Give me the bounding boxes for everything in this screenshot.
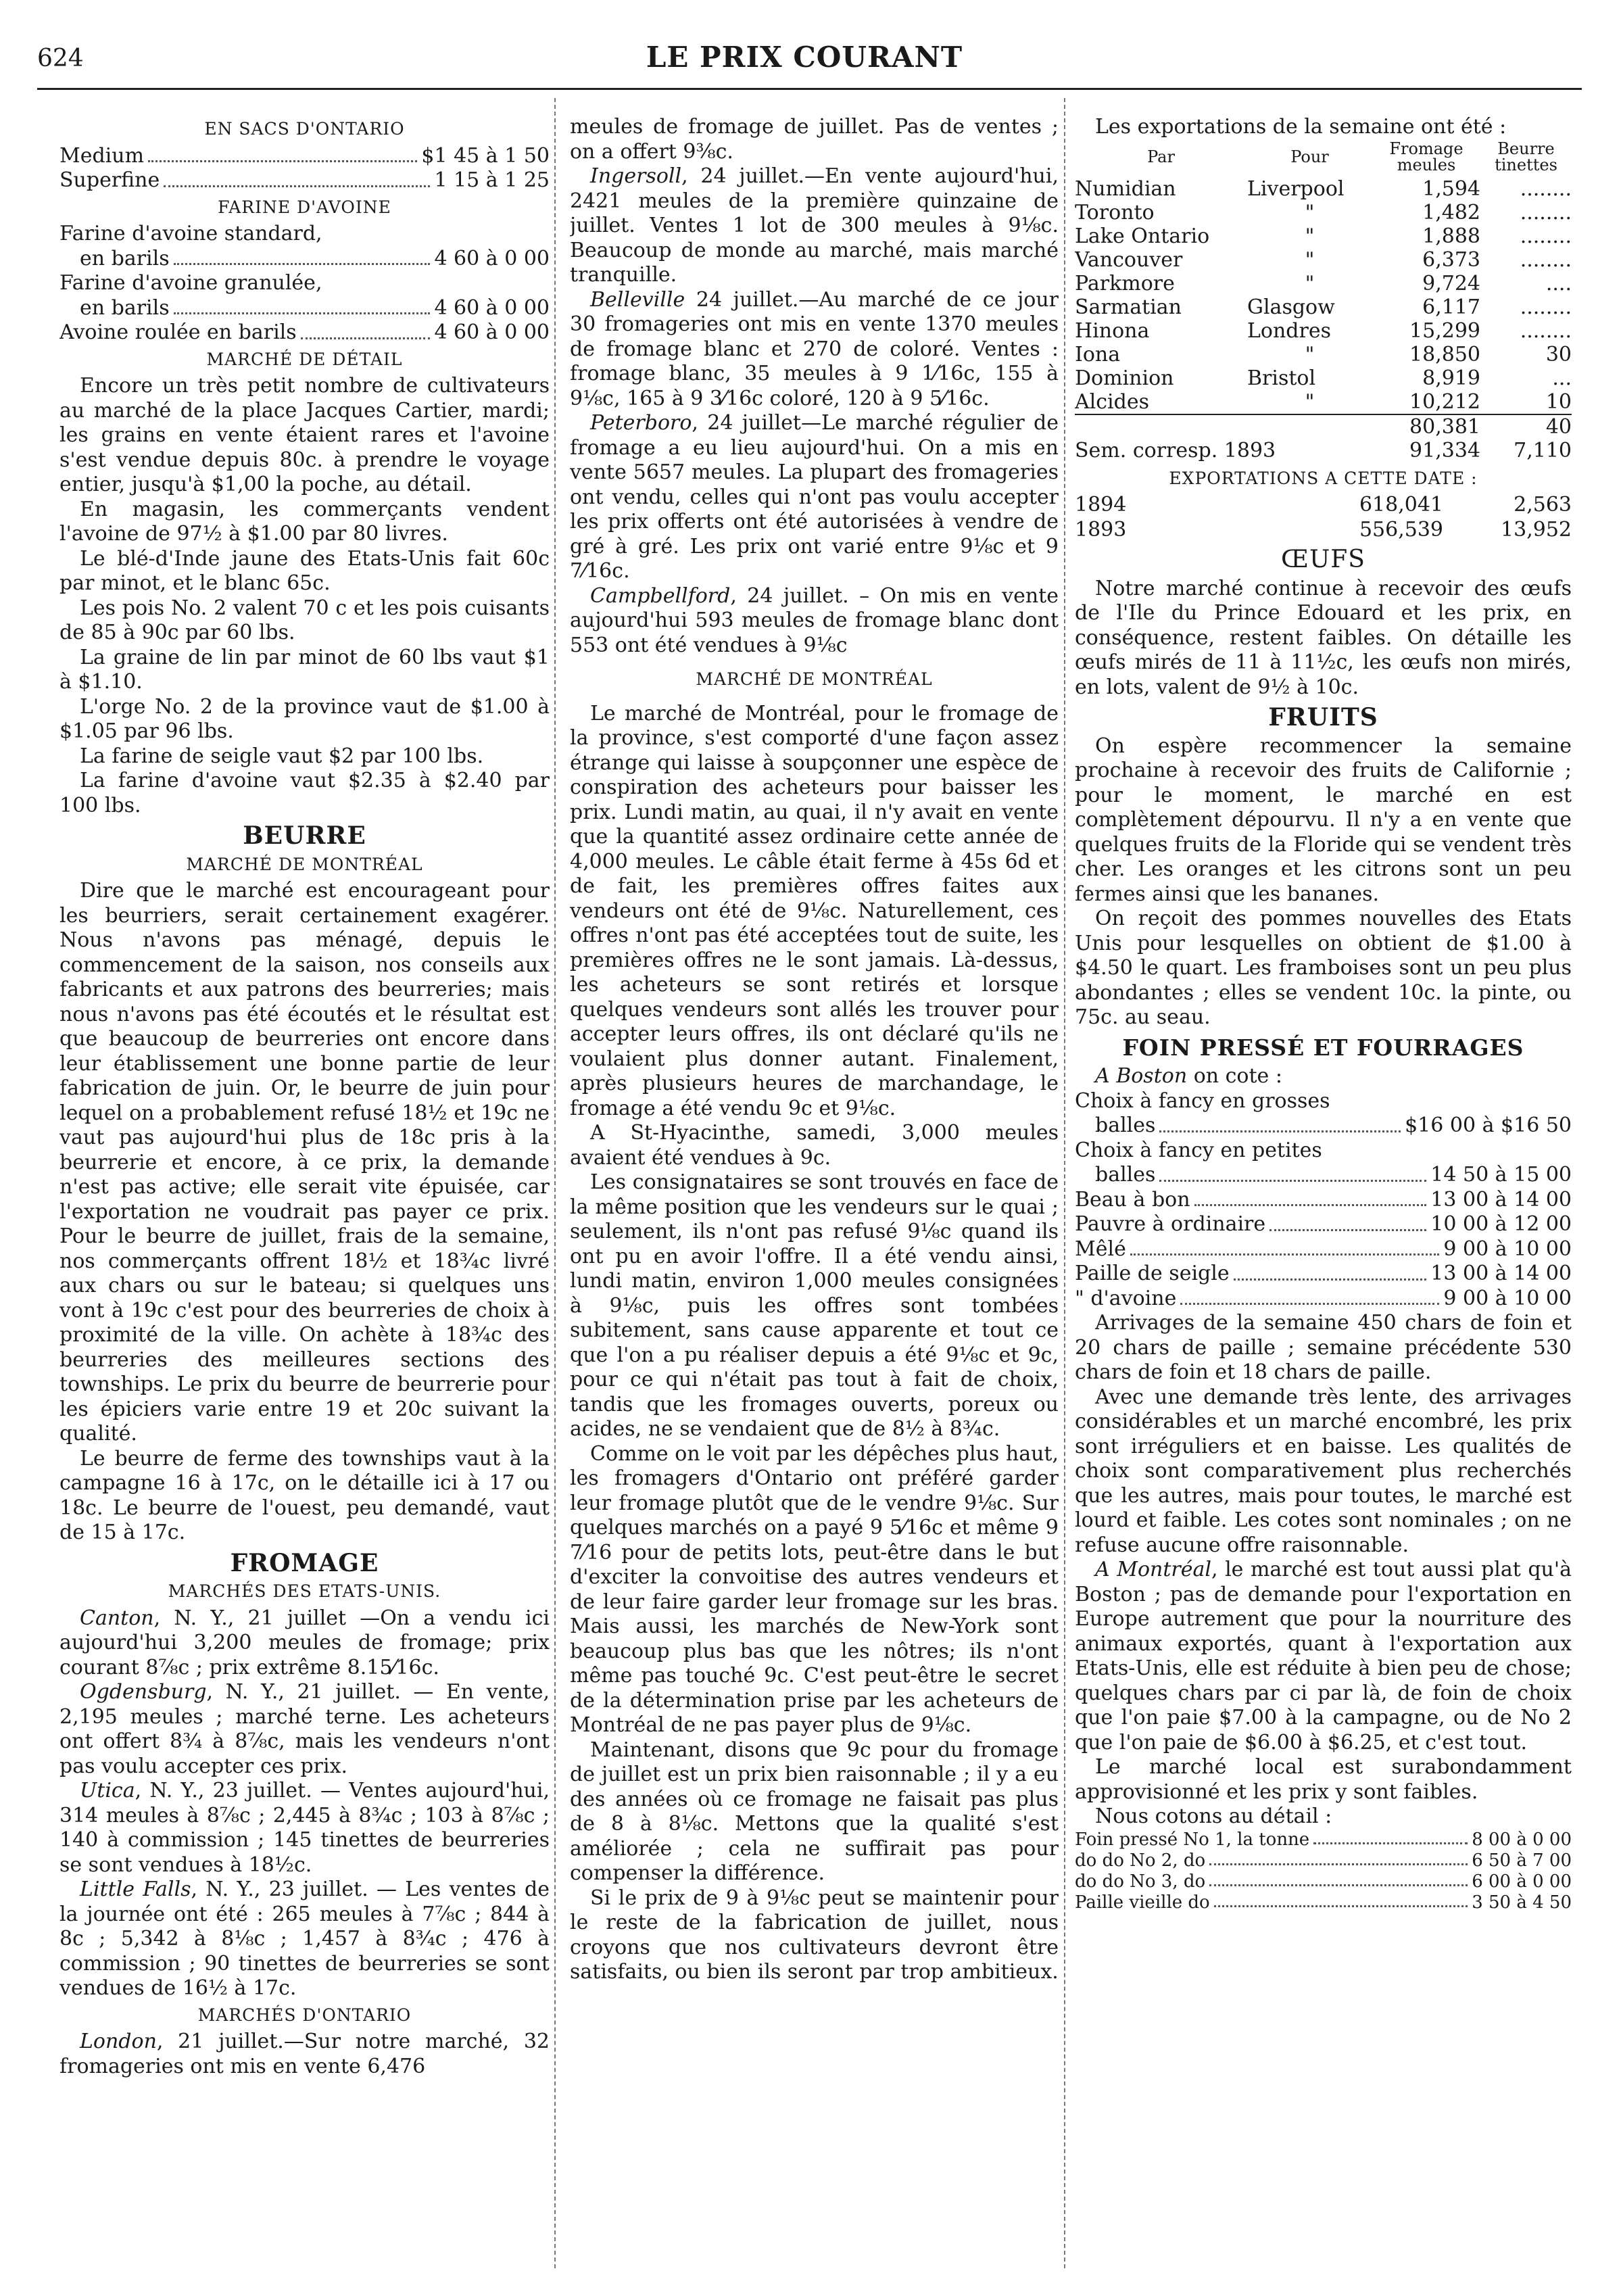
price-label-farine-standard: Farine d'avoine standard,: [59, 222, 322, 245]
table-row: Toronto " 1,482 ........: [1075, 200, 1572, 224]
page-number: 624: [37, 45, 84, 72]
year-row-1894: 1894 618,041 2,563: [1075, 493, 1572, 517]
table-row: Dominion Bristol 8,919 ...: [1075, 366, 1572, 390]
price-line: Pauvre à ordinaire 10 00 à 12 00: [1075, 1212, 1572, 1236]
price-line-avoine-roulee: Avoine roulée en barils 4 60 à 0 00: [59, 320, 550, 344]
price-line-farine-standard: en barils 4 60 à 0 00: [80, 246, 550, 270]
paragraph: En magasin, les commerçants vendent l'avoine de 97½ à $1.00 par 80 livres.: [59, 497, 550, 546]
paragraph-canton: Canton, N. Y., 21 juillet —On a vendu ici aujourd'hui 3,200 meules de fromage; prix courant 8⅞c ; prix extrême 8.15⁄16c.: [59, 1606, 550, 1679]
heading-sacs-ontario: EN SACS D'ONTARIO: [204, 119, 405, 139]
paragraph: Les consignataires se sont trouvés en face de la même position que les vendeurs sur le quai ; seulement, ils n'ont pas refusé 9⅛c quand ils ont pu en avoir l'offre. Il a été vendu ainsi, lundi matin, environ 1,000 meules consignées à 9⅛c, puis les offres sont tombées subitement, sans cause apparente et tout ce que l'on a pu réaliser depuis a été 9⅛c et 9c, pour ce qui n'était pas tout à fait de choix, tandis que les fromages ouverts, poreux ou acides, ne se vendaient que de 8½ à 8¾c.: [570, 1170, 1059, 1441]
paragraph-campbellford: Campbellford, 24 juillet. – On mis en vente aujourd'hui 593 meules de fromage blanc dont 553 ont été vendues à 9⅛c: [570, 583, 1059, 657]
price-line-choix-grosses: balles $16 00 à $16 50: [1095, 1114, 1572, 1137]
paragraph-ogdensburg: Ogdensburg, N. Y., 21 juillet. — En vente, 2,195 meules ; marché terne. Les acheteurs ont offert 8¾ à 8⅞c, mais les vendeurs n'ont pas voulu accepter ces prix.: [59, 1680, 550, 1778]
table-row: Alcides " 10,212 10: [1075, 389, 1572, 414]
paragraph: Maintenant, disons que 9c pour du fromage de juillet est un prix bien raisonnable ; il y a eu des années où ce fromage ne faisait pas plus de 8 à 8⅛c. Mettons que la qualité s'est améliorée ; cela ne suffirait pas pour compenser la différence.: [570, 1738, 1059, 1885]
paragraph: Arrivages de la semaine 450 chars de foin et 20 chars de paille ; semaine précédente 530 chars de foin et 18 chars de paille.: [1075, 1311, 1572, 1384]
price-line: Paille de seigle 13 00 à 14 00: [1075, 1262, 1572, 1285]
price-line-choix-petites: balles 14 50 à 15 00: [1095, 1163, 1572, 1187]
heading-beurre-montreal: MARCHÉ DE MONTRÉAL: [186, 854, 423, 874]
table-row-total: 80,381 40: [1075, 414, 1572, 439]
price-line: " d'avoine 9 00 à 10 00: [1075, 1286, 1572, 1310]
heading-fromage: FROMAGE: [230, 1548, 379, 1577]
paragraph-little-falls: Little Falls, N. Y., 23 juillet. — Les ventes de la journée ont été : 265 meules à 7⅞c ; 844 à 8c ; 5,342 à 8⅛c ; 1,457 à 8¾c ; 476 à commission ; 90 tinettes de beurreries se sont vendues de 16½ à 17c.: [59, 1878, 550, 2000]
year-row-1893: 1893 556,539 13,952: [1075, 517, 1572, 542]
paragraph-london: London, 21 juillet.—Sur notre marché, 32 fromageries ont mis en vente 6,476: [59, 2030, 550, 2078]
column-divider-1: [554, 98, 556, 2268]
price-line-detail: do do No 3, do 6 00 à 0 00: [1075, 1871, 1572, 1892]
paragraph: Notre marché continue à recevoir des œufs de l'Ile du Prince Edouard et les prix, en conséquence, restent faibles. On détaille les œufs mirés de 11 à 11½c, les œufs non mirés, en lots, valent de 9½ à 10c.: [1075, 576, 1572, 699]
export-header-pour: Pour: [1290, 147, 1329, 166]
paragraph: meules de fromage de juillet. Pas de ventes ; on a offert 9⅜c.: [570, 115, 1059, 164]
heading-marches-etats-unis: MARCHÉS DES ETATS-UNIS.: [168, 1581, 441, 1601]
column-3: [1075, 115, 1572, 2272]
header-rule: [37, 88, 1582, 90]
page-header: [37, 39, 1572, 87]
paragraph: Dire que le marché est encourageant pour les beurriers, serait certainement exagérer. Nous n'avons pas ménagé, depuis le commencement de la saison, nos conseils aux fabricants et aux patrons des beurreries; mais nous n'avons pas été écoutés et le résultat est que beaucoup de beurreries ont encore dans leur établissement une bonne partie de leur fabrication de juin. Or, le beurre de juin pour lequel on a probablement refusé 18½ et 19c ne vaut pas aujourd'hui plus de 18c pris à la beurrerie et encore, à ce prix, la demande n'est pas active; elle serait vite épuisée, car l'exportation ne voudrait pas payer ce prix. Pour le beurre de juillet, frais de la semaine, nos commerçants offrent 18½ et 18¾c livré aux chars ou sur le bateau; si quelques uns vont à 19c c'est pour des beurreries de choix à proximité de la ville. On achète à 18¾c des beurreries des meilleures sections des townships. Le prix du beurre de beurrerie pour les épiciers varie entre 19 et 20c suivant la qualité.: [59, 879, 550, 1445]
heading-marches-ontario: MARCHÉS D'ONTARIO: [197, 2005, 412, 2025]
paragraph: On reçoit des pommes nouvelles des Etats Unis pour lesquelles on obtient de $1.00 à $4.50 le quart. Les framboises sont un peu plus abondantes ; elles se vendent 10c. la pinte, ou 75c. au seau.: [1075, 907, 1572, 1029]
heading-marche-montreal: MARCHÉ DE MONTRÉAL: [696, 669, 933, 689]
export-table-header: [1075, 140, 1572, 177]
paragraph: La farine de seigle vaut $2 par 100 lbs.: [80, 744, 484, 768]
export-header-fromage: Fromage meules: [1389, 139, 1463, 174]
table-row: Iona " 18,850 30: [1075, 342, 1572, 366]
column-divider-2: [1064, 98, 1065, 2268]
paragraph: La farine d'avoine vaut $2.35 à $2.40 par 100 lbs.: [59, 769, 550, 817]
paragraph: La graine de lin par minot de 60 lbs vaut $1 à $1.10.: [59, 645, 550, 694]
table-row: Parkmore " 9,724 ....: [1075, 271, 1572, 295]
paragraph-ingersoll: Ingersoll, 24 juillet.—En vente aujourd'hui, 2421 meules de la première quinzaine de juillet. Ventes 1 lot de 300 meules à 9⅛c. Beaucoup de monde au marché, mais marché tranquille.: [570, 164, 1059, 287]
price-label-farine-granulee: Farine d'avoine granulée,: [59, 271, 322, 295]
table-row: Lake Ontario " 1,888 ........: [1075, 224, 1572, 248]
paragraph-boston: A Boston on cote :: [1095, 1064, 1282, 1088]
heading-fruits: FRUITS: [1268, 703, 1378, 732]
paragraph: Le beurre de ferme des townships vaut à la campagne 16 à 17c, on le détaille ici à 17 ou 18c. Le beurre de l'ouest, peu demandé, vaut de 15 à 17c.: [59, 1446, 550, 1544]
paragraph-export-intro: Les exportations de la semaine ont été :: [1095, 115, 1507, 139]
price-line-detail: do do No 2, do 6 50 à 7 00: [1075, 1850, 1572, 1871]
heading-foin-presse: FOIN PRESSÉ ET FOURRAGES: [1122, 1034, 1524, 1061]
table-row: Hinona Londres 15,299 ........: [1075, 318, 1572, 343]
column-2: [570, 115, 1059, 2272]
paragraph: Si le prix de 9 à 9⅛c peut se maintenir pour le reste de la fabrication de juillet, nous croyons que nos cultivateurs devront être satisfaits, ou bien ils seront par trop ambitieux.: [570, 1886, 1059, 1984]
price-line-superfine: Superfine 1 15 à 1 25: [59, 168, 550, 192]
paragraph: Le blé-d'Inde jaune des Etats-Unis fait 60c par minot, et le blanc 65c.: [59, 546, 550, 595]
price-line: Beau à bon 13 00 à 14 00: [1075, 1187, 1572, 1212]
paragraph: A St-Hyacinthe, samedi, 3,000 meules avaient été vendues à 9c.: [570, 1121, 1059, 1170]
column-1: [59, 115, 550, 2272]
heading-marche-detail: MARCHÉ DE DÉTAIL: [206, 349, 403, 369]
table-row: Sarmatian Glasgow 6,117 ........: [1075, 295, 1572, 319]
heading-beurre: BEURRE: [243, 821, 366, 850]
paragraph-belleville: Belleville 24 juillet.—Au marché de ce jour 30 fromageries ont mis en vente 1370 meules de fromage blanc et 270 de coloré. Ventes : fromage blanc, 35 meules à 9 1⁄16c, 155 à 9⅛c, 165 à 9 3⁄16c coloré, 120 à 9 5⁄16c.: [570, 287, 1059, 410]
export-header-beurre: Beurre tinettes: [1495, 139, 1557, 174]
price-line-detail: Foin pressé No 1, la tonne 8 00 à 0 00: [1075, 1829, 1572, 1850]
export-table: [1075, 140, 1572, 462]
heading-farine-avoine: FARINE D'AVOINE: [218, 197, 391, 217]
table-row-previous-year: Sem. corresp. 1893 91,334 7,110: [1075, 438, 1572, 462]
table-row: Vancouver " 6,373 ........: [1075, 247, 1572, 272]
paragraph-utica: Utica, N. Y., 23 juillet. — Ventes aujourd'hui, 314 meules à 8⅞c ; 2,445 à 8¾c ; 103 à 8⅞c ; 140 à commission ; 145 tinettes de beurreries se sont vendues à 18½c.: [59, 1779, 550, 1877]
price-line-farine-granulee: en barils 4 60 à 0 00: [80, 295, 550, 320]
table-row: Numidian Liverpool 1,594 ........: [1075, 176, 1572, 201]
price-label-choix-petites: Choix à fancy en petites: [1075, 1138, 1322, 1162]
paragraph: Les pois No. 2 valent 70 c et les pois cuisants de 85 à 90c par 60 lbs.: [59, 596, 550, 644]
paragraph: Le marché de Montréal, pour le fromage de la province, s'est comporté d'une façon assez étrange qui laisse à soupçonner une espèce de conspiration des acheteurs pour baisser les prix. Lundi matin, au quai, il n'y avait en vente que la quantité assez ordinaire cette année de 4,000 meules. Le câble était ferme à 45s 6d et de fait, les premières offres faites aux vendeurs ont été de 9⅛c. Naturellement, ces offres n'ont pas été acceptées tout de suite, les premières offres ne le sont jamais. Là-dessus, les acheteurs se sont retirés et lorsque quelques vendeurs sont allés les trouver pour accepter leurs offres, ils ont déclaré qu'ils ne voulaient plus donner autant. Finalement, après plusieurs heures de marchandage, le fromage a été vendu 9c et 9⅛c.: [570, 701, 1059, 1120]
export-header-par: Par: [1147, 147, 1175, 166]
paragraph: Le marché local est surabondamment approvisionné et les prix y sont faibles.: [1075, 1755, 1572, 1804]
price-line: Mêlé 9 00 à 10 00: [1075, 1237, 1572, 1261]
paragraph: Avec une demande très lente, des arrivages considérables et un marché encombré, les prix sont irréguliers et en baisse. Les qualités de choix sont comparativement plus recherchés que les autres, mais pour toutes, le marché est lourd et faible. Les cotes sont nominales ; on ne refuse aucune offre raisonnable.: [1075, 1385, 1572, 1557]
paragraph-montreal: A Montréal, le marché est tout aussi plat qu'à Boston ; pas de demande pour l'exportation en Europe autrement que pour la nourriture des animaux exportés, quant à l'exportation aux Etats-Unis, elle est réduite à bien peu de chose; quelques chars par ci par là, de foin de choix que l'on paie $7.00 à la campagne, ou de No 2 que l'on paie de $6.00 à $6.25, et c'est tout.: [1075, 1558, 1572, 1754]
heading-oeufs: ŒUFS: [1281, 546, 1365, 573]
paragraph: Comme on le voit par les dépêches plus haut, les fromagers d'Ontario ont préféré garder leur fromage plutôt que de le vendre 9⅛c. Sur quelques marchés on a payé 9 5⁄16c et même 9 7⁄16 pour de petits lots, peut-être dans le but d'exciter la convoitise des autres vendeurs et de leur faire garder leur fromage sur les bras. Mais aussi, les marchés de New-York sont beaucoup plus bas que les nôtres; ils n'ont même pas touché 9c. C'est peut-être le secret de la détermination prise par les acheteurs de Montréal de ne pas payer plus de 9⅛c.: [570, 1441, 1059, 1737]
paragraph: Nous cotons au détail :: [1095, 1804, 1332, 1828]
heading-exportations-date: EXPORTATIONS A CETTE DATE :: [1169, 468, 1478, 488]
price-label-choix-grosses: Choix à fancy en grosses: [1075, 1089, 1330, 1113]
paragraph: Encore un très petit nombre de cultivateurs au marché de la place Jacques Cartier, mardi; les grains en vente étaient rares et l'avoine s'est vendue depuis 80c. à prendre le voyage entier, jusqu'à $1,00 la poche, au détail.: [59, 374, 550, 496]
journal-title: LE PRIX COURANT: [646, 41, 963, 74]
paragraph: On espère recommencer la semaine prochaine à recevoir des fruits de Californie ; pour le moment, le marché en est complètement dépourvu. Il n'y a en vente que quelques fruits de la Floride qui se vendent très cher. Les oranges et les citrons sont un peu fermes ainsi que les bananes.: [1075, 734, 1572, 906]
price-line-medium: Medium $1 45 à 1 50: [59, 143, 550, 168]
paragraph: L'orge No. 2 de la province vaut de $1.00 à $1.05 par 96 lbs.: [59, 694, 550, 743]
paragraph-peterboro: Peterboro, 24 juillet—Le marché régulier de fromage a eu lieu aujourd'hui. On a mis en vente 5657 meules. La plupart des fromageries ont vendu, celles qui n'ont pas voulu accepter les prix offerts ont été autorisées à vendre de gré à gré. Les prix ont varié entre 9⅛c et 9 7⁄16c.: [570, 411, 1059, 583]
price-line-detail: Paille vieille do 3 50 à 4 50: [1075, 1892, 1572, 1913]
